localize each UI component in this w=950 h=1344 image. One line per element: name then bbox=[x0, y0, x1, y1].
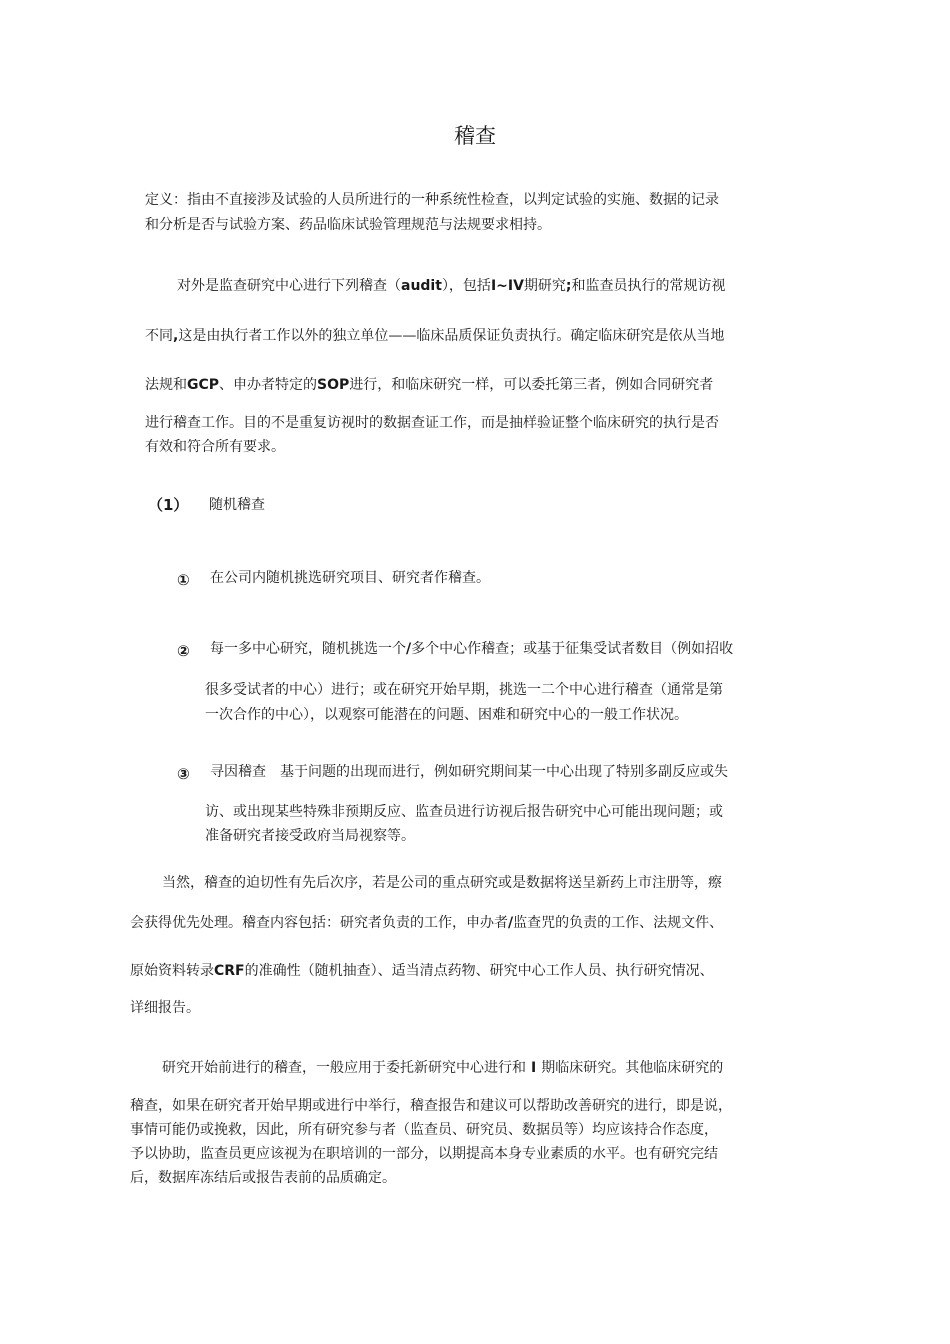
item-1-line-1: 在公司内随机挑选研究项目、研究者作稽查。 bbox=[210, 570, 490, 586]
text-run: 不同 bbox=[145, 328, 173, 344]
punctuation: ; bbox=[565, 278, 572, 294]
item-marker-2: ② bbox=[177, 642, 190, 660]
section-number: （1） bbox=[148, 496, 189, 514]
para1-line-1 bbox=[177, 276, 726, 296]
para3-line-1 bbox=[162, 1058, 723, 1078]
item-2-line-3: 一次合作的中心），以观察可能潜在的问题、困难和研究中心的一般工作状况。 bbox=[205, 707, 688, 723]
text-run: 原始资料转录 bbox=[130, 963, 214, 979]
item-3-line-3: 准备研究者接受政府当局视察等。 bbox=[205, 828, 415, 844]
term-crf: CRF bbox=[214, 963, 245, 979]
text-run: 法规和 bbox=[145, 377, 187, 393]
text-run: 的准确性（随机抽查）、适当清点药物、研究中心工作人员、执行研究情况、 bbox=[244, 963, 714, 979]
text-run: 这是由执行者工作以外的独立单位——临床品质保证负责执行。确定临床研究是依从当地 bbox=[178, 328, 725, 344]
item-2-line-1 bbox=[210, 639, 733, 659]
term-gcp: GCP bbox=[187, 377, 220, 393]
text-run: 监查咒的负责的工作、法规文件、 bbox=[513, 915, 724, 931]
term-sop: SOP bbox=[317, 377, 350, 393]
para1-line-2 bbox=[145, 326, 724, 346]
text-run: 、申办者特定的 bbox=[219, 377, 318, 393]
text-run: 期研究 bbox=[523, 278, 566, 294]
page-title: 稽查 bbox=[454, 124, 496, 148]
punctuation: / bbox=[508, 915, 514, 931]
text-run: 多个中心作稽查；或基于征集受试者数目（例如招收 bbox=[411, 641, 734, 657]
text-run: ），包括 bbox=[441, 278, 491, 294]
para1-line-4: 进行稽查工作。目的不是重复访视时的数据查证工作，而是抽样验证整个临床研究的执行是否 bbox=[145, 415, 719, 431]
para3-line-2: 稽查，如果在研究者开始早期或进行中举行，稽查报告和建议可以帮助改善研究的进行，即是说， bbox=[130, 1098, 732, 1114]
definition-line-1: 定义：指由不直接涉及试验的人员所进行的一种系统性检查，以判定试验的实施、数据的记录 bbox=[145, 192, 719, 208]
item-marker-1: ① bbox=[177, 571, 190, 589]
para2-line-1: 当然，稽查的迫切性有先后次序，若是公司的重点研究或是数据将送呈新药上市注册等，瘵 bbox=[162, 875, 722, 891]
text-run: 研究开始前进行的稽查，一般应用于委托新研究中心进行和 bbox=[162, 1060, 526, 1076]
para1-line-3 bbox=[145, 375, 713, 395]
text-run: 每一多中心研究，随机挑选一个 bbox=[210, 641, 406, 657]
text-run: 对外是监查研究中心进行下列稽查（ bbox=[177, 278, 401, 294]
punctuation: / bbox=[406, 641, 412, 657]
para2-line-4: 详细报告。 bbox=[130, 1000, 200, 1016]
para1-line-5: 有效和符合所有要求。 bbox=[145, 439, 285, 455]
definition-line-2: 和分析是否与试验方案、药品临床试验管理规范与法规要求相持。 bbox=[145, 217, 551, 233]
term-phase: I bbox=[531, 1060, 537, 1076]
text-run: 和监查员执行的常规访视 bbox=[571, 278, 726, 294]
item-3-line-1: 寻因稽查 基于问题的出现而进行，例如研究期间某一中心出现了特别多副反应或失 bbox=[210, 764, 728, 780]
para2-line-3 bbox=[130, 961, 714, 981]
para2-line-2 bbox=[130, 913, 723, 933]
item-marker-3: ③ bbox=[177, 765, 190, 783]
text-run: 期临床研究。其他临床研究的 bbox=[541, 1060, 724, 1076]
text-run: 进行，和临床研究一样，可以委托第三者，例如合同研究者 bbox=[349, 377, 714, 393]
section-heading: 随机稽查 bbox=[209, 497, 265, 513]
text-run: 会获得优先处理。稽查内容包括：研究者负责的工作，申办者 bbox=[130, 915, 508, 931]
punctuation: , bbox=[173, 328, 179, 344]
item-3-line-2: 访、或出现某些特殊非预期反应、监查员进行访视后报告研究中心可能出现问题；或 bbox=[205, 804, 723, 820]
item-2-line-2: 很多受试者的中心）进行；或在研究开始早期，挑选一二个中心进行稽查（通常是第 bbox=[205, 682, 723, 698]
para3-line-3: 事情可能仍或挽救，因此，所有研究参与者（监查员、研究员、数据员等）均应该持合作态度， bbox=[130, 1122, 718, 1138]
para3-line-5: 后，数据库冻结后或报告表前的品质确定。 bbox=[130, 1170, 396, 1186]
term-phase-range: I~IV bbox=[490, 278, 524, 294]
term-audit: audit bbox=[401, 278, 442, 294]
para3-line-4: 予以协助，监查员更应该视为在职培训的一部分，以期提高本身专业素质的水平。也有研究完结 bbox=[130, 1146, 718, 1162]
